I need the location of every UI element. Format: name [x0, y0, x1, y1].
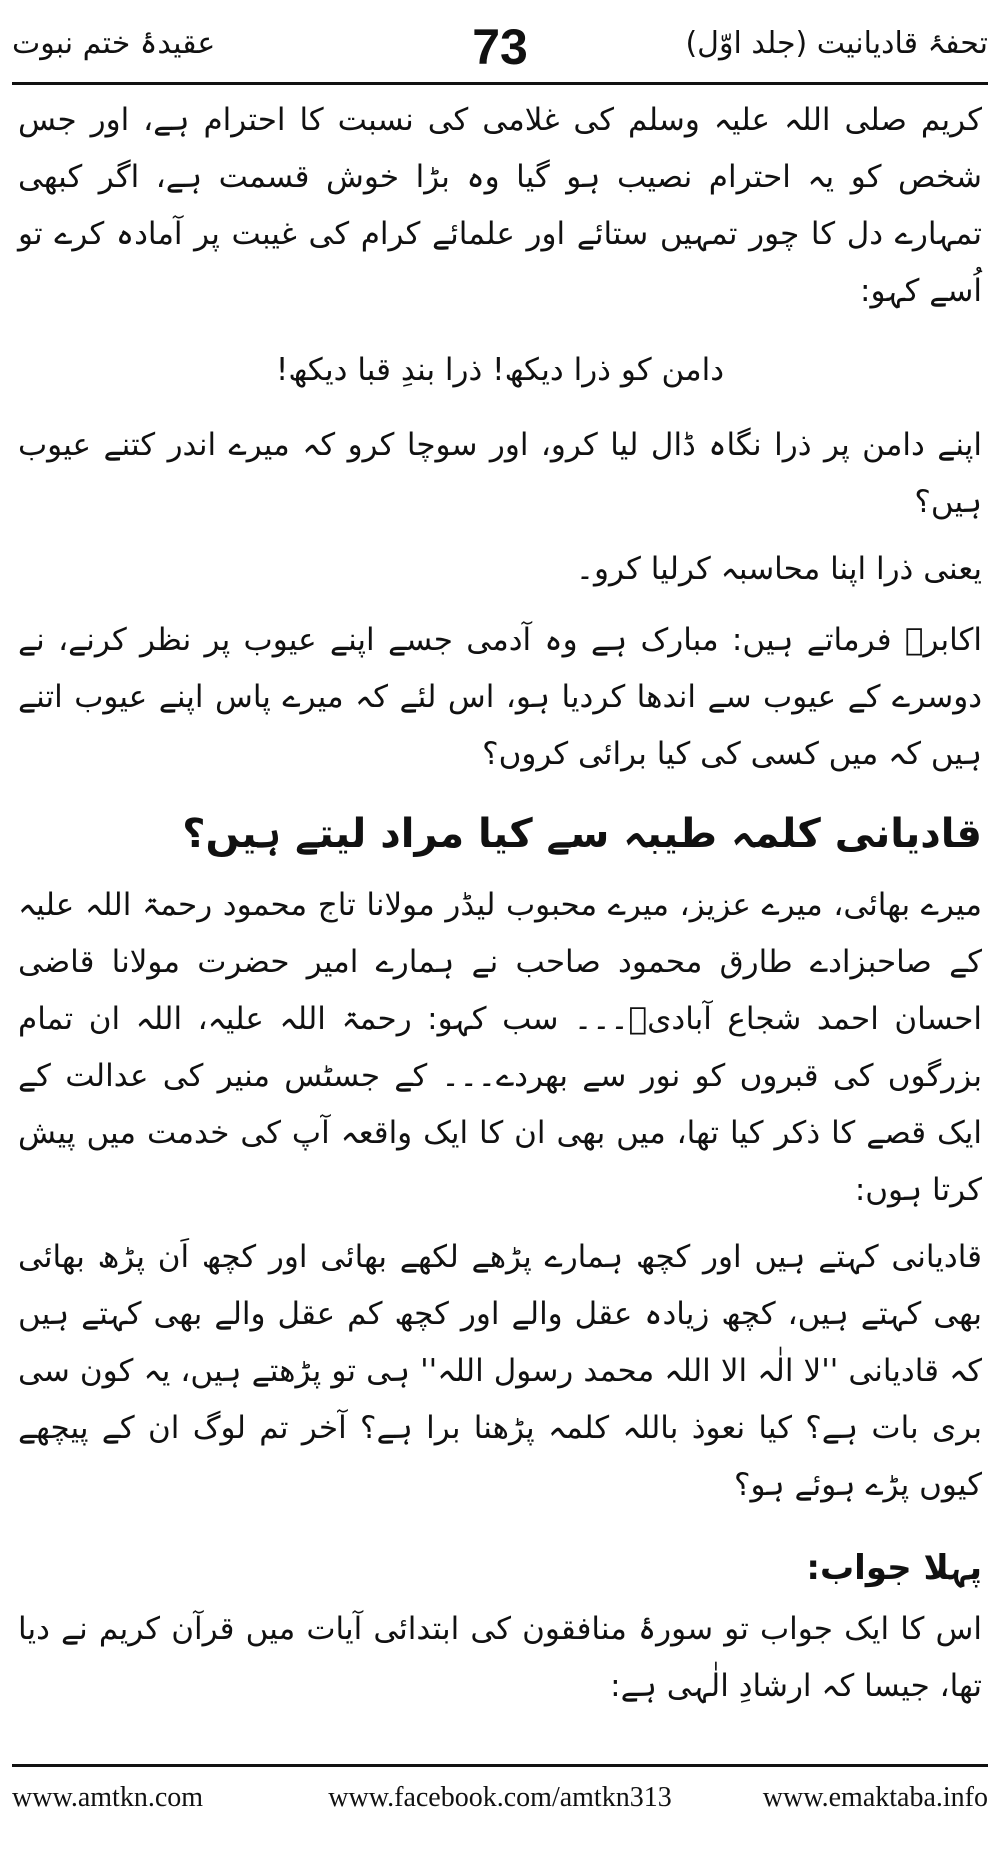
paragraph-7: اس کا ایک جواب تو سورۂ منافقون کی ابتدائی آیات میں قرآن کریم نے دیا تھا، جیسا کہ ارشادِ الٰہی ہے:	[18, 1611, 982, 1704]
section-title: عقیدۂ ختم نبوت	[12, 26, 216, 61]
paragraph-4: اکابرؒ فرماتے ہیں: مبارک ہے وہ آدمی جسے اپنے عیوب پر نظر کرنے، نے دوسرے کے عیوب سے اندھا کردیا ہو، اس لئے کہ میرے پاس اپنے عیوب اتنے ہیں کہ میں کسی کی کیا برائی کروں؟	[18, 622, 982, 772]
page-content	[18, 92, 982, 1760]
footer-link-facebook[interactable]: www.facebook.com/amtkn313	[328, 1782, 672, 1813]
page-footer	[12, 1782, 988, 1822]
paragraph-6: قادیانی کہتے ہیں اور کچھ ہمارے پڑھے لکھے بھائی اور کچھ اَن پڑھ بھائی بھی کہتے ہیں، کچھ زیادہ عقل والے اور کچھ کم عقل والے بھی کہتے ہیں کہ قادیانی ''لا الٰہ الا اللہ محمد رسول اللہ'' ہی تو پڑھتے ہیں، یہ کون سی بری بات ہے؟ کیا نعوذ باللہ کلمہ پڑھنا برا ہے؟ آخر تم لوگ ان کے پیچھے کیوں پڑے ہوئے ہو؟	[18, 1239, 982, 1503]
footer-link-emaktaba[interactable]: www.emaktaba.info	[762, 1782, 988, 1813]
sub-heading: پہلا جواب:	[806, 1548, 982, 1588]
paragraph-2: اپنے دامن پر ذرا نگاہ ڈال لیا کرو، اور سوچا کرو کہ میرے اندر کتنے عیوب ہیں؟	[18, 427, 982, 520]
paragraph-1: کریم صلی اللہ علیہ وسلم کی غلامی کی نسبت کا احترام ہے، اور جس شخص کو یہ احترام نصیب ہو گیا وہ بڑا خوش قسمت ہے، اگر کبھی تمہارے دل کا چور تمہیں ستائے اور علمائے کرام کی غیبت پر آمادہ کرے تو اُسے کہو:	[18, 102, 982, 309]
footer-link-amtkn[interactable]: www.amtkn.com	[12, 1782, 204, 1813]
header-divider	[12, 82, 988, 85]
section-heading: قادیانی کلمہ طیبہ سے کیا مراد لیتے ہیں؟	[182, 811, 982, 857]
footer-divider	[12, 1764, 988, 1767]
paragraph-3: یعنی ذرا اپنا محاسبہ کرلیا کرو۔	[575, 551, 982, 587]
verse-line: دامن کو ذرا دیکھ! ذرا بندِ قبا دیکھ!	[275, 352, 725, 388]
page-number: 73	[472, 19, 528, 75]
paragraph-5: میرے بھائی، میرے عزیز، میرے محبوب لیڈر مولانا تاج محمود رحمۃ اللہ علیہ کے صاحبزادے طارق محمود صاحب نے ہمارے امیر حضرت مولانا قاضی احسان احمد شجاع آبادیؒ۔۔۔ سب کہو: رحمۃ اللہ علیہ، اللہ ان تمام بزرگوں کی قبروں کو نور سے بھردے۔۔۔ کے جسٹس منیر کی عدالت کے ایک قصے کا ذکر کیا تھا، میں بھی ان کا ایک واقعہ آپ کی خدمت میں پیش کرتا ہوں:	[18, 887, 982, 1208]
page-header	[12, 18, 988, 80]
book-title: تحفۂ قادیانیت (جلد اوّل)	[685, 26, 988, 61]
